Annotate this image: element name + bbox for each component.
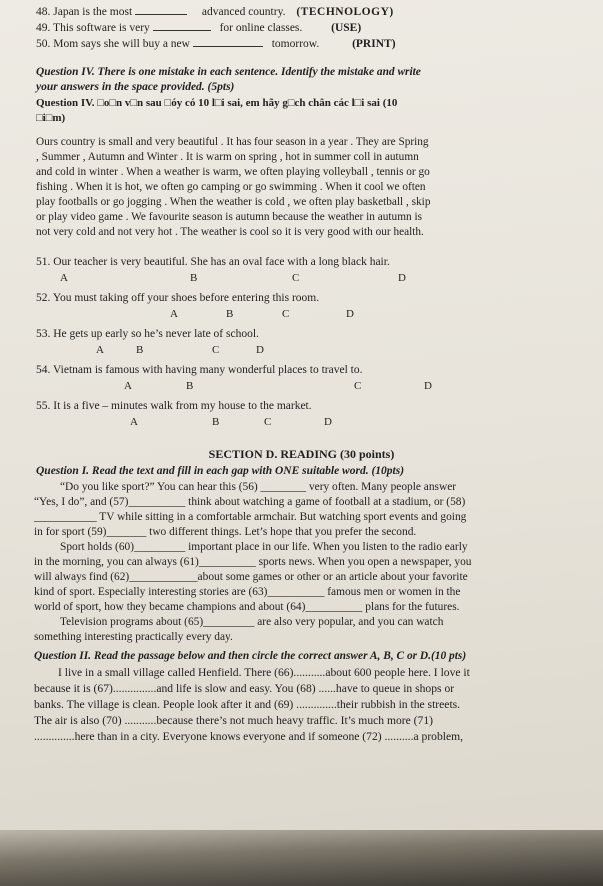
q1-line-4: in for sport (59)_______ two different things. Let’s hope that you prefer the second.: [34, 526, 417, 538]
q2-title: Question II. Read the passage below and then circle the correct answer A, B, C or D.(10 pts): [34, 650, 467, 662]
q51-option-b: B: [190, 272, 198, 284]
q53-option-a: A: [96, 344, 104, 356]
para-line-5: play footballs or go jogging . When the weather is cold , we often play basketball , skip: [36, 196, 431, 208]
q1-line-11: something interesting practically every day.: [34, 631, 233, 643]
section-d-heading: SECTION D. READING (30 points): [208, 447, 395, 461]
q53-option-c: C: [212, 344, 220, 356]
q48-tag: (TECHNOLOGY): [296, 6, 394, 18]
q2-line-2: because it is (67)...............and life is slow and easy. You (68) ......have to queue in shops or: [34, 682, 455, 695]
q50-stem: 50. Mom says she will buy a new: [36, 38, 190, 50]
q1-line-7: will always find (62)____________about some games or other or an article about your favorite: [34, 571, 468, 583]
q49-stem: 49. This software is very: [36, 22, 150, 34]
q55-option-d: D: [324, 416, 332, 428]
q1-line-2: “Yes, I do”, and (57)__________ think about watching a game of football at a stadium, or (58): [34, 496, 466, 508]
q51-option-d: D: [398, 272, 406, 284]
q50-tag: (PRINT): [352, 38, 396, 50]
q55-option-b: B: [212, 416, 220, 428]
q54-option-a: A: [124, 380, 132, 392]
q50-line: [36, 38, 396, 51]
q54-option-b: B: [186, 380, 194, 392]
q52-sentence: 52. You must taking off your shoes before entering this room.: [36, 292, 320, 304]
q54-option-c: C: [354, 380, 362, 392]
q51-sentence: 51. Our teacher is very beautiful. She has an oval face with a long black hair.: [36, 256, 390, 268]
q52-option-a: A: [170, 308, 178, 320]
para-line-7: not very cold and not very hot . The weather is cool so it is very good with our health.: [36, 226, 424, 238]
q53-option-b: B: [136, 344, 144, 356]
q49-tail: for online classes.: [219, 22, 303, 34]
q2-line-4: The air is also (70) ...........because there’s not much heavy traffic. It’s much more (71): [34, 714, 433, 727]
q48-line: [36, 6, 394, 19]
q55-sentence: 55. It is a five – minutes walk from my house to the market.: [36, 400, 312, 412]
q49-line: [36, 22, 361, 35]
q1-line-6: in the morning, you can always (61)__________ sports news. When you open a newspaper, you: [34, 556, 472, 568]
q1-title: Question I. Read the text and fill in each gap with ONE suitable word. (10pts): [36, 465, 405, 477]
q48-stem: 48. Japan is the most: [36, 6, 133, 18]
q52-option-d: D: [346, 308, 354, 320]
q1-line-1: “Do you like sport?” You can hear this (56) ________ very often. Many people answer: [60, 481, 457, 493]
q48-tail: advanced country.: [201, 6, 286, 18]
q4-viet-line1: Question IV. □o□n v□n sau □óy có 10 l□i sai, em hãy g□ch chân các l□i sai (10: [36, 97, 398, 109]
para-line-2: , Summer , Autumn and Winter . It is warm on spring , hot in summer coll in autumn: [36, 151, 419, 163]
para-line-3: and cold in winter . When a weather is warm, we often playing volleyball , tennis or go: [36, 166, 430, 178]
q51-option-a: A: [60, 272, 68, 284]
q1-line-9: world of sport, how they became champions and about (64)__________ plans for the futures.: [34, 601, 460, 613]
q4-viet-line2: □i□m): [36, 112, 66, 124]
q50-blank: [193, 46, 263, 47]
q54-sentence: 54. Vietnam is famous with having many wonderful places to travel to.: [36, 364, 363, 376]
q1-line-5: Sport holds (60)_________ important place in our life. When you listen to the radio early: [60, 541, 468, 553]
q53-option-d: D: [256, 344, 264, 356]
q50-tail: tomorrow.: [271, 38, 320, 50]
q1-line-8: kind of sport. Especially interesting stories are (63)__________ famous men or women in the: [34, 586, 461, 598]
q54-option-d: D: [424, 380, 432, 392]
q4-title-line2: your answers in the space provided. (5pts): [36, 81, 235, 93]
q1-line-3: ___________ TV while sitting in a comfortable armchair. But watching sport events and going: [34, 511, 467, 523]
para-line-6: or play video game . We favourite season is autumn because the weather in autumn is: [36, 211, 422, 223]
para-line-1: Ours country is small and very beautiful . It has four season in a year . They are Spring: [36, 136, 429, 148]
q51-option-c: C: [292, 272, 300, 284]
q52-option-b: B: [226, 308, 234, 320]
para-line-4: fishing . When it is hot, we often go camping or go swimming . When it cool we often: [36, 181, 426, 193]
q48-blank: [135, 14, 187, 15]
q55-option-c: C: [264, 416, 272, 428]
q1-line-10: Television programs about (65)_________ are also very popular, and you can watch: [60, 616, 444, 628]
q2-line-3: banks. The village is clean. People look after it and (69) ..............their rubbish in the streets.: [34, 698, 461, 711]
q53-sentence: 53. He gets up early so he’s never late of school.: [36, 328, 259, 340]
q2-line-1: I live in a small village called Henfield. There (66)...........about 600 people here. I love it: [58, 666, 470, 679]
table-background: [0, 830, 603, 886]
q49-tag: (USE): [331, 22, 362, 34]
q2-line-5: ..............here than in a city. Everyone knows everyone and if someone (72) ..........a problem,: [34, 730, 464, 743]
q52-option-c: C: [282, 308, 290, 320]
q49-blank: [153, 30, 211, 31]
q55-option-a: A: [130, 416, 138, 428]
q4-title-line1: Question IV. There is one mistake in each sentence. Identify the mistake and write: [36, 66, 421, 78]
